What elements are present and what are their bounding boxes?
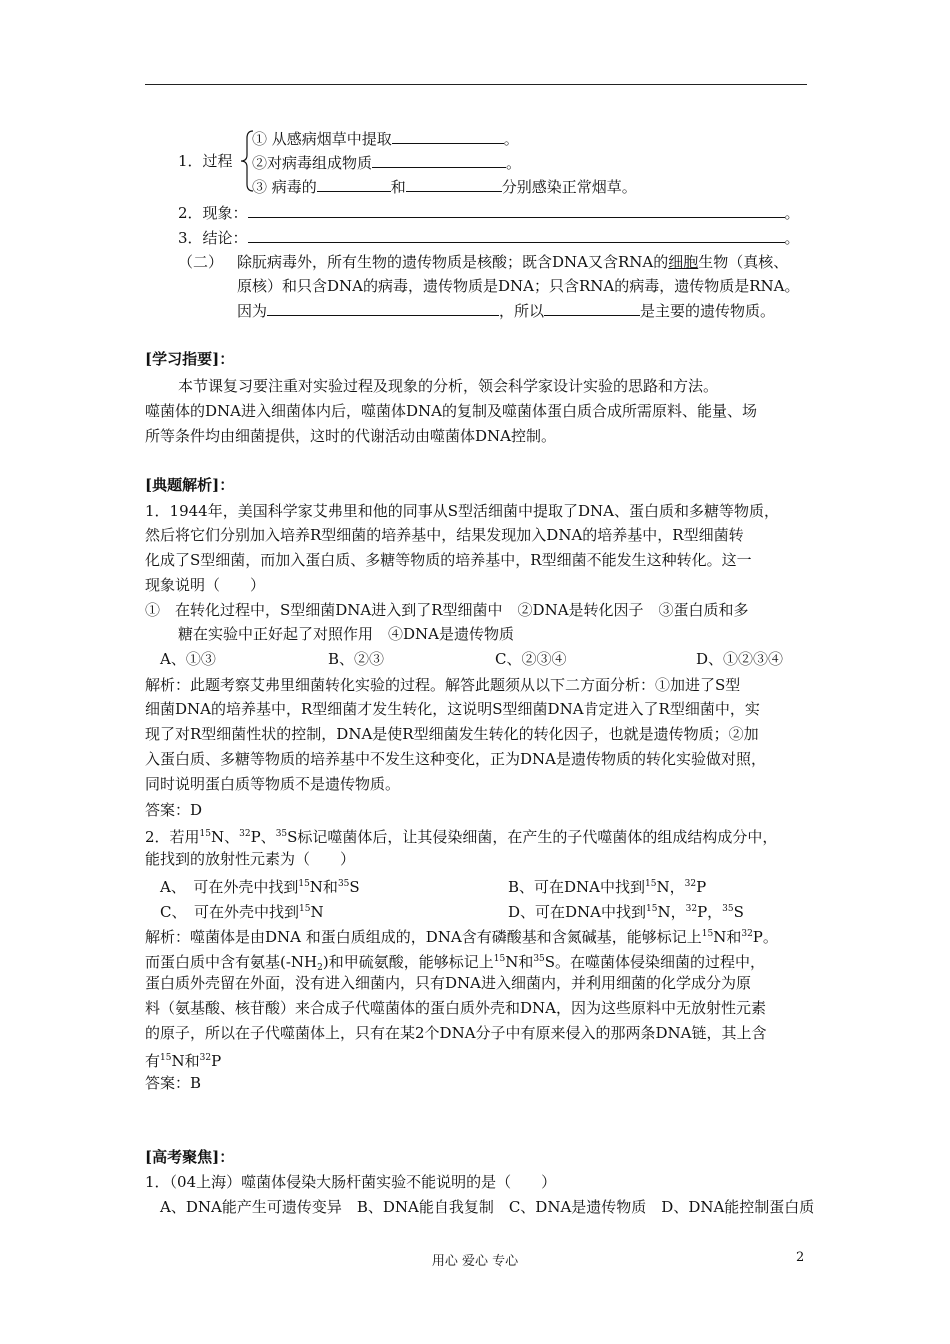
header-rule [145,84,807,85]
q1-line-3: 化成了S型细菌，而加入蛋白质、多糖等物质的培养基中，R型细菌不能发生这种转化。这一 [145,551,752,569]
part-two-label: （二） [178,253,224,271]
part-two-line-1 [237,251,788,273]
q2-option-b [508,873,706,898]
q1-analysis-5: 同时说明蛋白质等物质不是遗传物质。 [145,775,401,793]
q2-line-1 [145,823,777,848]
part-two-text-b: 生物（真核、 [698,253,789,271]
q1-analysis-1: 解析：此题考察艾弗里细菌转化实验的过程。解答此题须从以下二方面分析：①加进了S型 [145,676,741,694]
option-text: P [696,878,707,896]
q2-option-c [160,898,324,923]
blank-field[interactable] [248,226,785,243]
q2-analysis-6 [145,1047,221,1072]
q2-analysis-5: 的原子，所以在子代噬菌体上，只有在某2个DNA分子中有原来侵入的那两条DNA链，其上含 [145,1024,767,1042]
option-text: N [310,903,324,921]
q2-text: 2．若用 [145,828,200,846]
option-text: D、可在DNA中找到 [508,903,647,921]
superscript: 35 [722,904,734,914]
q1-statements-2: 糖在实验中正好起了对照作用 ④DNA是遗传物质 [178,625,514,643]
exam-heading: [高考聚焦]： [145,1148,235,1166]
study-line-1: 本节课复习要注重对实验过程及现象的分析，领会科学家设计实验的思路和方法。 [178,377,719,395]
option-text: N， [656,878,685,896]
cell-link[interactable]: 细胞 [668,253,699,271]
part-two-line-2: 原核）和只含DNA的病毒，遗传物质是DNA；只含RNA的病毒，遗传物质是RNA。 [237,277,800,295]
analysis-text: N和 [713,928,742,946]
option-text: S [733,903,744,921]
analysis-text: P。 [752,928,778,946]
exam-q1-options: A、DNA能产生可遗传变异 B、DNA能自我复制 C、DNA是遗传物质 D、DNA能控制蛋白质 [160,1198,815,1216]
phenomenon-line [178,201,800,224]
q2-option-a [160,873,360,898]
option-text: B、可在DNA中找到 [508,878,646,896]
q1-line-2: 然后将它们分别加入培养R型细菌的培养基中，结果发现加入DNA的培养基中，R型细菌转 [145,526,744,544]
blank-field[interactable] [406,175,502,192]
analysis-text: P [211,1052,222,1070]
superscript: 32 [199,1053,212,1063]
study-line-2: 噬菌体的DNA进入细菌体内后，噬菌体DNA的复制及噬菌体蛋白质合成所需原料、能量、场 [145,402,757,420]
blank-field[interactable] [372,151,506,168]
q1-line-1: 1．1944年，美国科学家艾弗里和他的同事从S型活细菌中提取了DNA、蛋白质和多糖等物质， [145,502,779,520]
superscript: 35 [533,954,545,964]
analysis-text: S。在噬菌体侵染细菌的过程中， [544,953,766,971]
q1-option-c: C、②③④ [495,650,567,668]
blank-field[interactable] [392,127,504,144]
superscript: 35 [275,829,288,839]
superscript: 32 [239,829,251,839]
q1-option-d: D、①②③④ [696,650,784,668]
superscript: 15 [160,1053,172,1063]
phenomenon-label: 2．现象： [178,204,248,222]
q1-option-b: B、②③ [328,650,385,668]
superscript: 15 [645,879,657,889]
superscript: 32 [685,904,698,914]
q2-option-d [508,898,744,923]
superscript: 15 [646,904,658,914]
step-3-text-a: ③ 病毒的 [252,178,317,196]
analysis-text: 有 [145,1052,161,1070]
q1-analysis-3: 现了对R型细菌性状的控制，DNA是使R型细菌发生转化的转化因子，也就是遗传物质；②加 [145,725,759,743]
subscript: 2 [317,963,323,973]
q2-text: N、 [211,828,240,846]
step-2-text: ②对病毒组成物质 [252,154,373,172]
analysis-text: )和甲硫氨酸，能够标记上 [322,953,494,971]
examples-heading: [典题解析]： [145,476,235,494]
q2-line-2: 能找到的放射性元素为（ ） [145,850,356,868]
conclusion-end: 。 [784,229,800,247]
part-two-therefore: ，所以 [499,302,545,320]
blank-field[interactable] [267,299,499,316]
q2-answer: 答案：B [145,1074,202,1092]
study-heading: [学习指要]： [145,350,235,368]
option-text: N和 [309,878,338,896]
q2-analysis-3: 蛋白质外壳留在外面，没有进入细菌内，只有DNA进入细菌内，并利用细菌的化学成分为原 [145,974,751,992]
option-text: N， [657,903,686,921]
process-step-1 [252,127,519,150]
process-step-3 [252,175,637,198]
q1-line-4: 现象说明（ ） [145,576,266,594]
analysis-text: N和 [171,1052,200,1070]
superscript: 32 [684,879,697,889]
superscript: 15 [701,929,714,939]
q1-statements-1: ① 在转化过程中，S型细菌DNA进入到了R型细菌中 ②DNA是转化因子 ③蛋白质和多 [145,601,749,619]
part-two-end: 是主要的遗传物质。 [640,302,776,320]
q2-text: P、 [250,828,276,846]
exam-q1: 1．（04上海）噬菌体侵染大肠杆菌实验不能说明的是（ ） [145,1173,557,1191]
option-text: S [349,878,360,896]
part-two-line-3 [237,299,775,322]
blank-field[interactable] [317,175,391,192]
step-3-text-c: 分别感染正常烟草。 [501,178,637,196]
step-1-text: ① 从感病烟草中提取 [252,130,392,148]
q1-option-a: A、①③ [160,650,216,668]
q2-analysis-1 [145,923,778,948]
q1-analysis-4: 入蛋白质、多糖等物质的培养基中不发生这种变化，正为DNA是遗传物质的转化实验做对照， [145,750,766,768]
analysis-text: 而蛋白质中含有氨基(-NH [145,953,318,971]
analysis-text: N和 [505,953,534,971]
superscript: 15 [298,879,310,889]
process-step-2 [252,151,521,174]
superscript: 15 [298,904,311,914]
conclusion-line [178,226,800,249]
q2-text: S标记噬菌体后，让其侵染细菌，在产生的子代噬菌体的组成结构成分中， [287,828,778,846]
q2-analysis-4: 料（氨基酸、核苷酸）来合成子代噬菌体的蛋白质外壳和DNA，因为这些原料中无放射性元素 [145,999,766,1017]
step-1-end: 。 [503,130,519,148]
step-3-text-b: 和 [390,178,406,196]
superscript: 15 [199,829,211,839]
superscript: 15 [493,954,506,964]
superscript: 35 [337,879,350,889]
part-two-text-a: 除朊病毒外，所有生物的遗传物质是核酸；既含DNA又含RNA的 [237,253,669,271]
page-footer: 用心 爱心 专心 [431,1254,519,1269]
blank-field[interactable] [248,201,785,218]
phenomenon-end: 。 [784,204,800,222]
process-label: 1．过程 [178,152,233,170]
q1-answer: 答案：D [145,801,203,819]
option-text: C、 可在外壳中找到 [160,903,299,921]
conclusion-label: 3．结论： [178,229,248,247]
blank-field[interactable] [544,299,640,316]
part-two-because: 因为 [237,302,268,320]
option-text: P， [697,903,723,921]
study-line-3: 所等条件均由细菌提供，这时的代谢活动由噬菌体DNA控制。 [145,427,556,445]
q1-analysis-2: 细菌DNA的培养基中，R型细菌才发生转化，这说明S型细菌DNA肯定进入了R型细菌中，实 [145,700,760,718]
step-2-end: 。 [506,154,522,172]
analysis-text: 解析：噬菌体是由DNA 和蛋白质组成的，DNA含有磷酸基和含氮碱基，能够标记上 [145,928,702,946]
superscript: 32 [741,929,753,939]
page-number: 2 [796,1250,805,1265]
option-text: A、 可在外壳中找到 [160,878,299,896]
